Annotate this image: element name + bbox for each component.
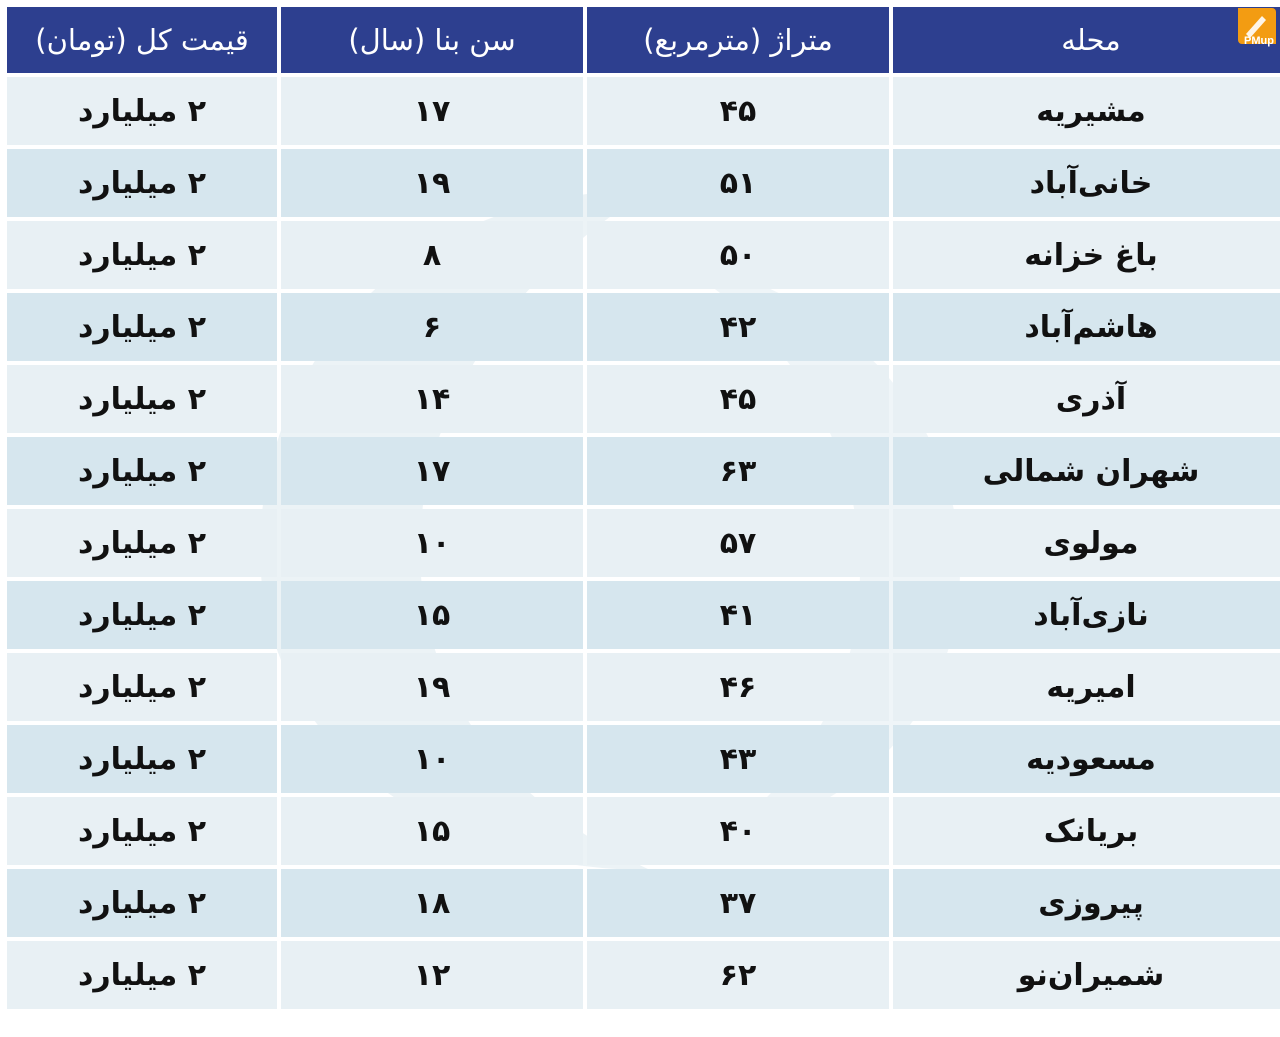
total-price-cell: ۲ میلیارد	[7, 293, 277, 361]
total-price-cell: ۲ میلیارد	[7, 869, 277, 937]
neighborhood-cell: مسعودیه	[893, 725, 1280, 793]
column-header-area: متراژ (مترمربع)	[587, 7, 889, 73]
neighborhood-cell: شمیران‌نو	[893, 941, 1280, 1009]
total-price-cell: ۲ میلیارد	[7, 797, 277, 865]
area-cell: ۵۷	[587, 509, 889, 577]
area-cell: ۳۷	[587, 869, 889, 937]
total-price-cell: ۲ میلیارد	[7, 725, 277, 793]
neighborhood-cell: پیروزی	[893, 869, 1280, 937]
logo-text: PMup	[1244, 35, 1274, 47]
table-row	[7, 869, 1280, 937]
table-row	[7, 509, 1280, 577]
area-cell: ۵۰	[587, 221, 889, 289]
building-age-cell: ۱۹	[281, 653, 583, 721]
table-row	[7, 941, 1280, 1009]
area-cell: ۴۵	[587, 365, 889, 433]
pm-up-logo-icon	[1232, 4, 1278, 48]
building-age-cell: ۱۲	[281, 941, 583, 1009]
building-age-cell: ۱۷	[281, 437, 583, 505]
table-row	[7, 293, 1280, 361]
area-cell: ۵۱	[587, 149, 889, 217]
neighborhood-cell: نازی‌آباد	[893, 581, 1280, 649]
area-cell: ۴۶	[587, 653, 889, 721]
total-price-cell: ۲ میلیارد	[7, 149, 277, 217]
area-cell: ۶۲	[587, 941, 889, 1009]
neighborhood-cell: بریانک	[893, 797, 1280, 865]
table-header-row	[7, 7, 1280, 73]
table-row	[7, 221, 1280, 289]
table-row	[7, 149, 1280, 217]
table-row	[7, 365, 1280, 433]
total-price-cell: ۲ میلیارد	[7, 581, 277, 649]
area-cell: ۴۲	[587, 293, 889, 361]
building-age-cell: ۶	[281, 293, 583, 361]
building-age-cell: ۱۸	[281, 869, 583, 937]
neighborhood-cell: هاشم‌آباد	[893, 293, 1280, 361]
area-cell: ۴۳	[587, 725, 889, 793]
total-price-cell: ۲ میلیارد	[7, 77, 277, 145]
building-age-cell: ۸	[281, 221, 583, 289]
total-price-cell: ۲ میلیارد	[7, 509, 277, 577]
table-row	[7, 725, 1280, 793]
total-price-cell: ۲ میلیارد	[7, 941, 277, 1009]
total-price-cell: ۲ میلیارد	[7, 653, 277, 721]
building-age-cell: ۱۷	[281, 77, 583, 145]
building-age-cell: ۱۵	[281, 797, 583, 865]
neighborhood-cell: امیریه	[893, 653, 1280, 721]
neighborhood-cell: شهران شمالی	[893, 437, 1280, 505]
total-price-cell: ۲ میلیارد	[7, 221, 277, 289]
building-age-cell: ۱۵	[281, 581, 583, 649]
total-price-cell: ۲ میلیارد	[7, 365, 277, 433]
building-age-cell: ۱۴	[281, 365, 583, 433]
table-row	[7, 77, 1280, 145]
neighborhood-cell: خانی‌آباد	[893, 149, 1280, 217]
table-row	[7, 581, 1280, 649]
building-age-cell: ۱۰	[281, 725, 583, 793]
neighborhood-cell: باغ خزانه	[893, 221, 1280, 289]
area-cell: ۴۱	[587, 581, 889, 649]
column-header-building-age: سن بنا (سال)	[281, 7, 583, 73]
column-header-total-price: قیمت کل (تومان)	[7, 7, 277, 73]
total-price-cell: ۲ میلیارد	[7, 437, 277, 505]
table-row	[7, 797, 1280, 865]
neighborhood-cell: مولوی	[893, 509, 1280, 577]
building-age-cell: ۱۹	[281, 149, 583, 217]
neighborhood-cell: مشیریه	[893, 77, 1280, 145]
table-body	[7, 77, 1280, 1009]
area-cell: ۶۳	[587, 437, 889, 505]
area-cell: ۴۰	[587, 797, 889, 865]
table-row	[7, 653, 1280, 721]
column-header-neighborhood: محله	[893, 7, 1280, 73]
building-age-cell: ۱۰	[281, 509, 583, 577]
table-row	[7, 437, 1280, 505]
price-table	[3, 3, 1280, 1013]
neighborhood-cell: آذری	[893, 365, 1280, 433]
area-cell: ۴۵	[587, 77, 889, 145]
